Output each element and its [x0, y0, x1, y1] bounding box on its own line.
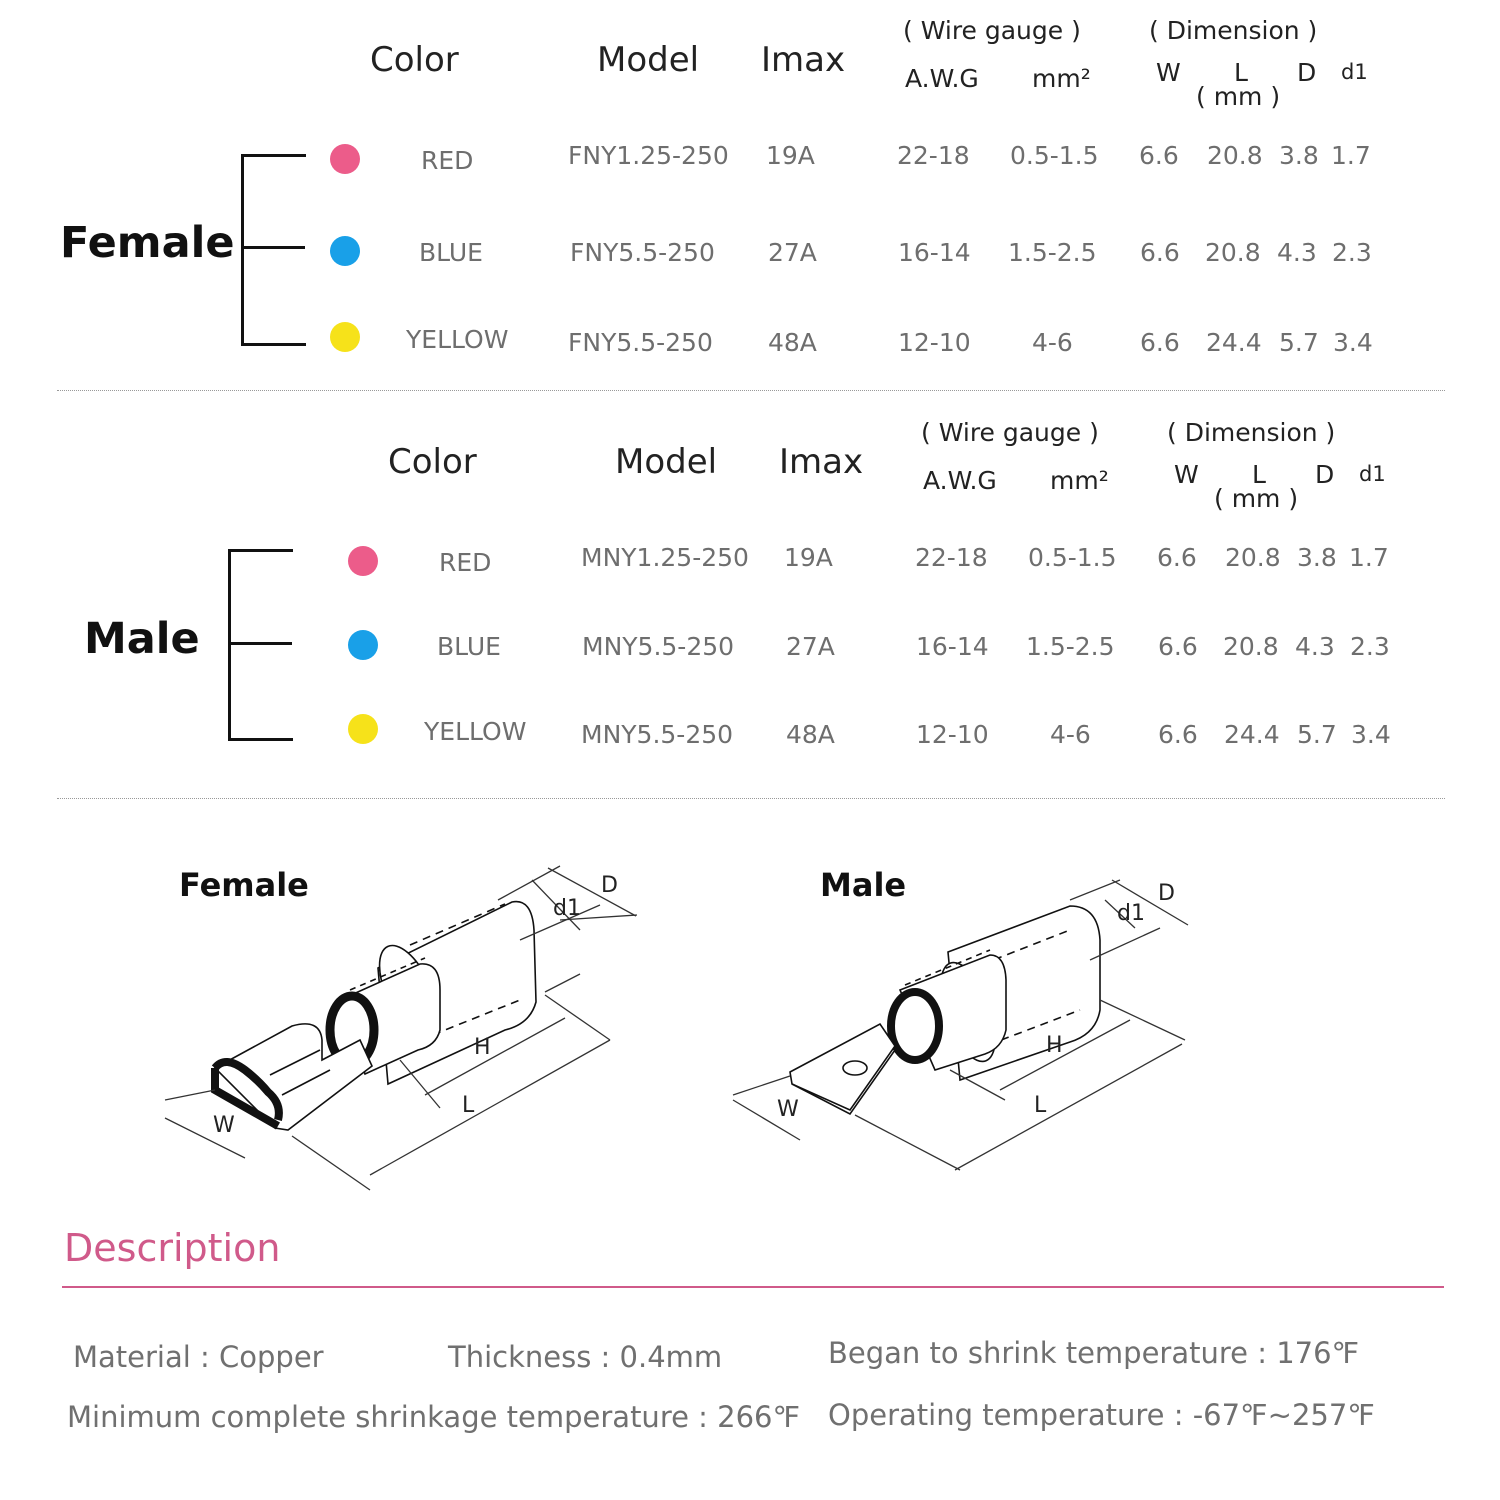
description-shrink-start: Began to shrink temperature : 176℉: [828, 1336, 1360, 1370]
model: FNY1.25-250: [568, 141, 729, 170]
diagram-label-l: L: [462, 1093, 475, 1118]
male-group-title: Male: [84, 614, 200, 664]
d1: 3.4: [1351, 720, 1391, 749]
header-model: Model: [597, 40, 700, 80]
mm2: 0.5-1.5: [1028, 543, 1117, 572]
mm2: 4-6: [1050, 720, 1091, 749]
header-d1: d1: [1359, 462, 1386, 486]
female-group-title: Female: [60, 218, 235, 268]
description-min-shrink: Minimum complete shrinkage temperature : 266℉: [67, 1400, 801, 1434]
diagram-label-l: L: [1034, 1093, 1047, 1118]
w: 6.6: [1158, 720, 1198, 749]
awg: 16-14: [898, 238, 971, 267]
l: 24.4: [1224, 720, 1280, 749]
header-color: Color: [370, 40, 459, 80]
header-model: Model: [615, 442, 718, 482]
imax: 27A: [786, 632, 835, 661]
header-d1: d1: [1341, 60, 1368, 84]
header-mm2: mm²: [1050, 466, 1109, 495]
diagram-label-d: D: [601, 873, 618, 898]
color-name: YELLOW: [424, 717, 527, 746]
header-awg: A.W.G: [905, 64, 979, 93]
description-divider: [62, 1286, 1444, 1288]
w: 6.6: [1139, 141, 1179, 170]
mm2: 1.5-2.5: [1026, 632, 1115, 661]
l: 20.8: [1207, 141, 1263, 170]
w: 6.6: [1157, 543, 1197, 572]
header-l: L: [1234, 58, 1248, 87]
header-l: L: [1252, 460, 1266, 489]
header-wire-gauge: ( Wire gauge ): [921, 418, 1099, 447]
imax: 48A: [768, 328, 817, 357]
header-dimension: ( Dimension ): [1167, 418, 1336, 447]
color-name: RED: [439, 548, 492, 577]
awg: 22-18: [897, 141, 970, 170]
w: 6.6: [1140, 238, 1180, 267]
imax: 48A: [786, 720, 835, 749]
diagram-label-w: W: [213, 1113, 235, 1138]
male-diagram-title: Male: [820, 866, 907, 904]
header-w: W: [1156, 58, 1181, 87]
d1: 2.3: [1332, 238, 1372, 267]
model: MNY5.5-250: [581, 720, 734, 749]
header-d: D: [1315, 460, 1335, 489]
l: 20.8: [1225, 543, 1281, 572]
header-wire-gauge: ( Wire gauge ): [903, 16, 1081, 45]
diagram-label-h: H: [1046, 1033, 1063, 1058]
w: 6.6: [1140, 328, 1180, 357]
color-name: BLUE: [437, 632, 501, 661]
d1: 3.4: [1333, 328, 1373, 357]
description-title: Description: [64, 1226, 281, 1270]
d: 4.3: [1295, 632, 1335, 661]
header-color: Color: [388, 442, 477, 482]
mm2: 0.5-1.5: [1010, 141, 1099, 170]
diagram-label-h: H: [474, 1035, 491, 1060]
header-w: W: [1174, 460, 1199, 489]
diagram-label-d1: d1: [553, 896, 581, 921]
d1: 2.3: [1350, 632, 1390, 661]
l: 20.8: [1205, 238, 1261, 267]
awg: 12-10: [916, 720, 989, 749]
d: 5.7: [1279, 328, 1319, 357]
model: MNY1.25-250: [581, 543, 749, 572]
header-d: D: [1297, 58, 1317, 87]
model: FNY5.5-250: [568, 328, 713, 357]
d1: 1.7: [1349, 543, 1389, 572]
diagram-label-d1: d1: [1117, 901, 1145, 926]
header-dimension: ( Dimension ): [1149, 16, 1318, 45]
color-name: RED: [421, 146, 474, 175]
imax: 19A: [766, 141, 815, 170]
mm2: 1.5-2.5: [1008, 238, 1097, 267]
awg: 16-14: [916, 632, 989, 661]
awg: 22-18: [915, 543, 988, 572]
d: 4.3: [1277, 238, 1317, 267]
l: 20.8: [1223, 632, 1279, 661]
diagram-label-d: D: [1158, 881, 1175, 906]
model: FNY5.5-250: [570, 238, 715, 267]
diagram-label-w: W: [777, 1097, 799, 1122]
l: 24.4: [1206, 328, 1262, 357]
color-name: YELLOW: [406, 325, 509, 354]
imax: 27A: [768, 238, 817, 267]
model: MNY5.5-250: [582, 632, 735, 661]
header-mm2: mm²: [1032, 64, 1091, 93]
header-imax: Imax: [779, 442, 864, 482]
mm2: 4-6: [1032, 328, 1073, 357]
color-name: BLUE: [419, 238, 483, 267]
awg: 12-10: [898, 328, 971, 357]
female-diagram-title: Female: [179, 866, 309, 904]
imax: 19A: [784, 543, 833, 572]
d: 3.8: [1279, 141, 1319, 170]
header-awg: A.W.G: [923, 466, 997, 495]
description-material: Material : Copper: [73, 1340, 324, 1374]
header-mm-unit: ( mm ): [1214, 484, 1299, 513]
header-mm-unit: ( mm ): [1196, 82, 1281, 111]
description-thickness: Thickness : 0.4mm: [448, 1340, 723, 1374]
d1: 1.7: [1331, 141, 1371, 170]
header-imax: Imax: [761, 40, 846, 80]
d: 5.7: [1297, 720, 1337, 749]
w: 6.6: [1158, 632, 1198, 661]
d: 3.8: [1297, 543, 1337, 572]
description-operating: Operating temperature : -67℉~257℉: [828, 1398, 1375, 1432]
